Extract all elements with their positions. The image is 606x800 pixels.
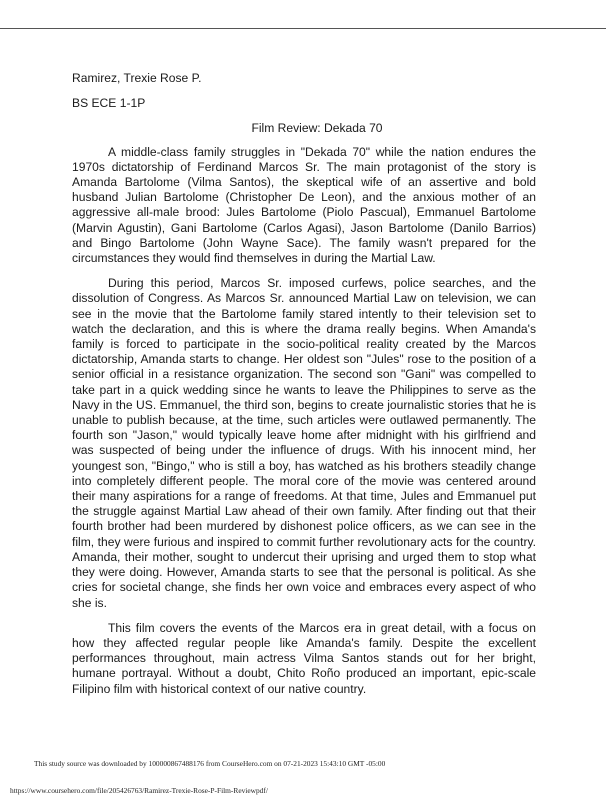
download-notice: This study source was downloaded by 100000867488176 from CourseHero.com on 07-21-2023 15:43:10 GMT -05:00	[34, 759, 386, 768]
paragraph-1: A middle-class family struggles in "Dekada 70" while the nation endures the 1970s dictatorship of Ferdinand Marcos Sr. The main protagonist of the story is Amanda Bartolome (Vilma Santos), the skeptical wife of an assertive and bold husband Julian Bartolome (Christopher De Leon), and the anxious mother of an aggressive all-male brood: Jules Bartolome (Piolo Pascual), Emmanuel Bartolome (Marvin Agustin), Gani Bartolome (Carlos Agasi), Jason Bartolome (Danilo Barrios) and Bingo Bartolome (John Wayne Sace). The family wasn't prepared for the circumstances they would find themselves in during the Martial Law.	[72, 144, 536, 266]
document-title: Film Review: Dekada 70	[251, 121, 383, 136]
course-section: BS ECE 1-1P	[72, 96, 146, 111]
paragraph-2: During this period, Marcos Sr. imposed curfews, police searches, and the dissolution of Congress. As Marcos Sr. announced Martial Law on television, we can see in the movie that the Bartolome family stared intently to their television set to watch the declaration, and this is where the drama really begins. When Amanda's family is forced to participate in the socio-political reality created by the Marcos dictatorship, Amanda starts to change. Her oldest son "Jules" rose to the position of a senior official in a resistance organization. The second son "Gani" was compelled to take part in a quick wedding since he wants to leave the Philippines to serve as the Navy in the US. Emmanuel, the third son, begins to create journalistic stories that he is unable to publish because, at the time, such articles were outlawed permanently. The fourth son "Jason," would typically leave home after midnight with his girlfriend and was suspected of being under the influence of drugs. With his innocent mind, her youngest son, "Bingo," who is still a boy, has watched as his brothers steadily change into completely different people. The moral core of the movie was centered around their many aspirations for a range of freedoms. At that time, Jules and Emmanuel put the struggle against Martial Law ahead of their own family. After finding out that their fourth brother had been murdered by dishonest police officers, as we can see in the film, they were furious and inspired to commit further revolutionary acts for the country. Amanda, their mother, sought to undercut their uprising and urged them to stop what they were doing. However, Amanda starts to see that the personal is political. As she cries for societal change, she finds her own voice and embraces every aspect of who she is.	[72, 276, 536, 610]
source-url[interactable]: https://www.coursehero.com/file/205426763/Ramirez-Trexie-Rose-P-Film-Reviewpdf/	[10, 786, 268, 795]
document-body	[72, 71, 536, 707]
paragraph-3: This film covers the events of the Marcos era in great detail, with a focus on how they affected regular people like Amanda's family. Despite the excellent performances throughout, main actress Vilma Santos stands out for her bright, humane portrayal. Without a doubt, Chito Roño produced an important, epic-scale Filipino film with historical context of our native country.	[72, 620, 536, 696]
top-divider	[0, 28, 606, 29]
author-name: Ramirez, Trexie Rose P.	[72, 71, 202, 85]
